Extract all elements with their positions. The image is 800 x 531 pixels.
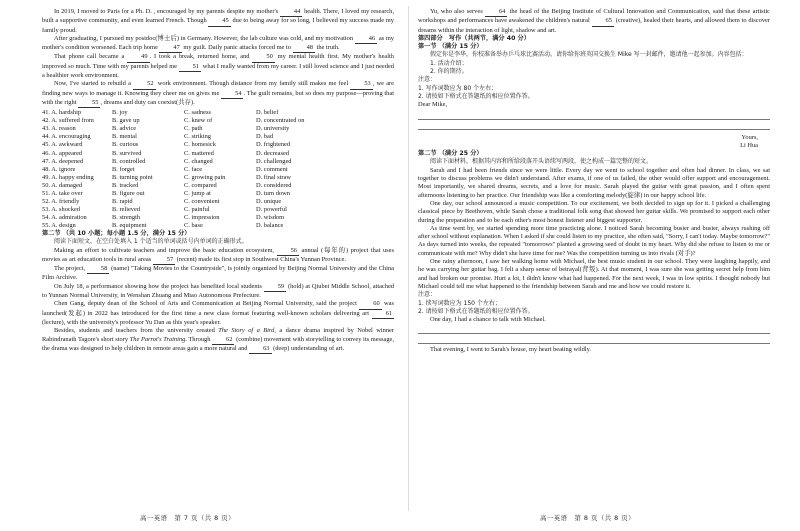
blank-44: 44 — [280, 8, 302, 17]
writing-line — [418, 324, 770, 334]
option-cell: 45. A. awkward — [42, 141, 83, 149]
story-para-3: As time went by, we started spending more time practicing alone. I noticed Sarah becoming busier and busier, always rushing off after school without explanation. When I asked if she could listen to my practice, she often said, "Sorry, I can't today. Maybe tomorrow?" As days turned into weeks, the repeated "tomorrows" planted a growing seed of doubt in my heart. Why did she refuse to listen to me or communicate with me? Why didn't she have time for me? Was the competition turning us into rivals (对手)? — [418, 224, 770, 257]
option-cell: B. tracked — [112, 181, 139, 189]
option-cell: B. mental — [112, 133, 137, 141]
continuation-start-2: That evening, I went to Sarah's house, my heart beating wildly. — [430, 346, 591, 354]
story-para-2: One day, our school announced a music competition. To our excitement, we both decided to sign up for it. I picked a challenging classical piece by Beethoven, while Sarah chose a traditional folk song that showed her guitar skills. We promised to support each other during the preparation and to be each other's most honest listener and biggest supporter. — [418, 199, 770, 224]
blank-58: 58 — [87, 265, 109, 274]
option-cell: D. balance — [256, 221, 284, 229]
part4-title: 第四部分 写作（共两节，满分 40 分） — [418, 34, 530, 42]
option-cell: C. compared — [184, 181, 217, 189]
blank-62: 62 — [212, 336, 234, 345]
passage-para-1: In 2019, I moved to Paris for a Ph. D. , encouraged by my parents despite my mother's 44 health. There, I loved my research, built a supportive community, and even learned French. Though 45 due to being away for so long, I believed my success made my family proud. — [42, 8, 394, 34]
option-cell: D. frightened — [256, 141, 291, 149]
blank-56: 56 — [277, 247, 299, 256]
note-label: 注意： — [418, 291, 437, 299]
option-cell: C. striking — [184, 133, 211, 141]
option-cell: B. relieved — [112, 205, 141, 213]
blank-48: 48 — [293, 44, 315, 53]
writing-line — [418, 110, 770, 120]
option-cell: 43. A. reason — [42, 125, 76, 133]
passage-para-2: After graduating, I pursued my postdoc(博士后) in Germany. However, the lab culture was cold, and my motivation 46 as my mother's condition worsened. Each trip home 47 my guilt. Daily panic attacks forced me to 48 the truth. — [42, 35, 394, 54]
writing-section1-instruction: 假定你是李华，你校准备举办乒乓球比赛活动。请你给你班英国交换生 Mike 写一封邮件，邀请他一起参加。内容包括： — [430, 51, 748, 59]
option-cell: C. impression — [184, 213, 220, 221]
option-cell: 54. A. admiration — [42, 213, 87, 221]
option-cell: 47. A. deepened — [42, 157, 84, 165]
option-cell: B. controlled — [112, 157, 146, 165]
option-cell: C. convenient — [184, 197, 220, 205]
passage-para-3: That phone call became a 49 . I took a break, returned home, and 50 my mental health first. My mother's health improved so much. Time with my parents helped me 51 what I really wanted from my career. I still loved science and I just needed a healthier work environment. — [42, 53, 395, 80]
blank-61: 61 — [372, 310, 394, 319]
option-cell: 52. A. friendly — [42, 197, 80, 205]
option-cell: 55. A. design — [42, 221, 76, 229]
note-label: 注意： — [418, 76, 437, 84]
page-footer-8: 高一英语 第 8 页（共 8 页） — [540, 514, 636, 522]
option-cell: C. base — [184, 221, 203, 229]
writing-line — [418, 334, 770, 344]
option-cell: 41. A. hardship — [42, 109, 82, 117]
blank-52: 52 — [133, 80, 155, 89]
option-cell: D. decreased — [256, 149, 289, 157]
continuation-note-2: 2. 请按如下格式在答题纸的相应位置作答。 — [418, 307, 534, 315]
blank-65: 65 — [592, 17, 614, 26]
option-cell: C. painful — [184, 205, 210, 213]
blank-45: 45 — [208, 17, 230, 26]
grammar-para-59: On July 18, a performance showing how the project has benefited local students 59 (hold) at Qiubei Middle School, attached to Yunnan Normal University, in Wenshan Zhuang and Miao Autonomous Prefecture. — [42, 282, 394, 300]
option-cell: 46. A. appeared — [42, 149, 83, 157]
blank-47: 47 — [159, 44, 181, 53]
blank-51: 51 — [179, 63, 201, 72]
letter-signature: Li Hua — [740, 141, 758, 149]
page-footer-7: 高一英语 第 7 页（共 8 页） — [140, 514, 236, 522]
continuation-start-1: One day, I had a chance to talk with Michael. — [430, 316, 546, 324]
page-7 — [42, 8, 394, 354]
section2-instruction: 阅读下面短文，在空白处填入 1 个适当的单词或括号内单词的正确形式。 — [54, 238, 248, 246]
blank-50: 50 — [252, 53, 274, 62]
option-cell: B. strength — [112, 213, 141, 221]
options-table — [42, 109, 394, 230]
writing-line — [418, 120, 770, 130]
continuation-note-1: 1. 续写词数应为 150 个左右； — [418, 299, 501, 307]
option-cell: C. sadness — [184, 109, 211, 117]
story-para-4: One rainy afternoon, I saw her walking home with Michael, the best music student in our school. They were laughing happily, and he was carrying her guitar bag. I felt a sharp sense of betrayal(背叛). At that moment, I was sure she was getting secret help from him and had broken our promise. Hurt a lot, I didn't know what had happened. For the next week, I was in low spirits. I thought nobody but Michael could tell me what happened to the friendship between Sarah and me and how we could restore it. — [418, 258, 770, 290]
option-cell: 49. A. happy ending — [42, 173, 94, 181]
option-cell: D. university — [256, 125, 290, 133]
option-cell: D. unique — [256, 197, 282, 205]
option-cell: D. powerful — [256, 205, 287, 213]
option-cell: 51. A. take over — [42, 189, 83, 197]
blank-54: 54 — [221, 90, 243, 99]
option-cell: C. changed — [184, 157, 213, 165]
grammar-para-62: Besides, students and teachers from the university created The Story of a Bird, a dance drama inspired by Nobel winner Rabindranath Tagore's short story The Parrot's Training. Through 62 (combine) movement with storytelling to convey its message, the drama was designed to help children in remote areas gain a more natural and 63 (deep) understanding of art. — [42, 327, 394, 354]
grammar-para-64: Yu, who also serves 64 the head of the Beijing Institute of Cultural Innovation and Communication, said that these artistic workshops and performances have awakened the children's natural 65 (creative), healed their hearts, and allowed them to discover dreams within the interaction of light, shadow and art. — [418, 8, 771, 34]
option-cell: D. wisdom — [256, 213, 285, 221]
option-cell: D. turn down — [256, 189, 290, 197]
blank-57: 57 — [153, 256, 175, 265]
grammar-para-58: The project, 58 (name) "Taking Movies to the Countryside", is jointly organized by Beijing Normal University and the China Film Archive. — [42, 265, 394, 282]
section2-title: 第二节 （共 10 小题；每小题 1.5 分，满分 15 分） — [42, 229, 191, 237]
option-cell: C. face — [184, 165, 203, 173]
blank-49: 49 — [127, 53, 149, 62]
option-cell: C. homesick — [184, 141, 216, 149]
writing-point-1: 1. 活动介绍； — [430, 59, 468, 67]
grammar-para-56: Making an effort to cultivate teachers and improve the basic education ecosystem, 56 annual (每年的) project that uses movies as art education tools in rural areas 57 (recent) made its first stop in Southwest China's Yunnan Province. — [42, 247, 394, 266]
writing-section2-instruction: 阅读下面材料，根据其内容和所给段落开头语续写两段，使之构成一篇完整的短文。 — [430, 158, 653, 166]
blank-53: 53 — [350, 80, 372, 89]
option-cell: 44. A. encouraging — [42, 133, 91, 141]
passage-para-4: Now, I've started to rebuild a 52 work environment. Though distance from my family still makes me feel 53 , we are finding new ways to manage it. Knowing they cheer me on gives me 54 . The guilt remains, but so does my purpose—proving that with the right 55 , dreams and duty can coexist(共存). — [42, 80, 394, 108]
option-cell: B. equipment — [112, 221, 147, 229]
writing-point-2: 2. 你的期待。 — [430, 68, 468, 76]
option-cell: B. joy — [112, 109, 128, 117]
writing-note-1: 1. 写作词数应为 80 个左右； — [418, 84, 498, 92]
option-cell: B. advice — [112, 125, 137, 133]
option-cell: C. jump at — [184, 189, 211, 197]
option-cell: C. growing pain — [184, 173, 226, 181]
option-cell: D. final straw — [256, 173, 291, 181]
grammar-para-60: Chen Gang, deputy dean of the School of Arts and Communication at Beijing Normal University, said the project 60 was launched(发起) in 2022 has introduced for the first time a new class format featuring well-known scholars delivering art 61 (lecture), with the university's professor Yu Dan as this year's speaker. — [42, 300, 394, 326]
option-cell: C. mattered — [184, 149, 214, 157]
blank-60: 60 — [359, 300, 381, 309]
blank-59: 59 — [264, 283, 286, 292]
option-cell: B. survived — [112, 149, 142, 157]
blank-46: 46 — [355, 35, 377, 44]
option-cell: D. belief — [256, 109, 279, 117]
letter-salutation: Dear Mike, — [418, 101, 448, 109]
option-cell: D. considered — [256, 181, 292, 189]
page-divider — [408, 6, 409, 511]
option-cell: D. challenged — [256, 157, 292, 165]
option-cell: 50. A. damaged — [42, 181, 83, 189]
writing-section2-title: 第二节 （满分 25 分） — [418, 150, 483, 158]
option-cell: C. path — [184, 125, 203, 133]
option-cell: D. concentrated on — [256, 117, 305, 125]
option-cell: B. figure out — [112, 189, 145, 197]
blank-63: 63 — [249, 345, 271, 354]
writing-note-2: 2. 请按如下格式在答题纸的相应位置作答。 — [418, 92, 534, 100]
option-cell: D. comment — [256, 165, 288, 173]
option-cell: B. rapid — [112, 197, 133, 205]
letter-closing: Yours, — [741, 133, 758, 141]
option-cell: 53. A. shocked — [42, 205, 80, 213]
page-8 — [418, 8, 770, 355]
story-para-1: Sarah and I had been friends since we were little. Every day we went to school together and often had dinner. In class, we sat together to discuss problems we didn't understand. After exams, if one of us failed, the other would offer support and encouragement. Most importantly, we shared dreams, secrets, and a love for music. Sarah played the guitar with great passion, and I often spent afternoons listening to her practice. Our friendship was like a comforting melody(旋律) in our happy school life. — [418, 166, 770, 199]
option-cell: D. bad — [256, 133, 274, 141]
option-cell: B. turning point — [112, 173, 153, 181]
option-cell: C. knew of — [184, 117, 213, 125]
option-cell: B. forget — [112, 165, 135, 173]
blank-64: 64 — [485, 8, 507, 17]
option-cell: B. curious — [112, 141, 139, 149]
writing-section1-title: 第一节 （满分 15 分） — [418, 43, 483, 51]
option-cell: 48. A. ignore — [42, 165, 76, 173]
blank-55: 55 — [78, 99, 100, 108]
option-cell: B. gave up — [112, 117, 140, 125]
option-cell: 42. A. suffered from — [42, 117, 94, 125]
